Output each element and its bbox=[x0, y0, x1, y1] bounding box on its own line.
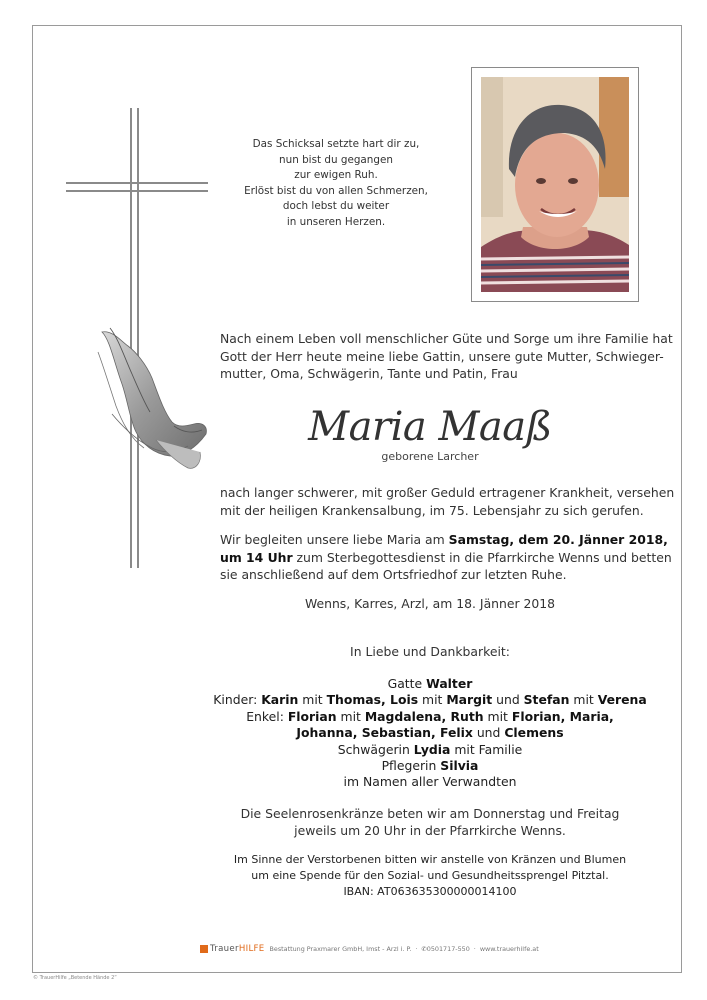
family-list bbox=[200, 676, 660, 791]
family-text: mit bbox=[569, 692, 598, 708]
family-text: mit bbox=[298, 692, 327, 708]
funeral-text bbox=[220, 531, 672, 584]
rosary-line: jeweils um 20 Uhr in der Pfarrkirche Wenns. bbox=[294, 823, 566, 838]
poem-line: in unseren Herzen. bbox=[286, 215, 386, 228]
family-text: und bbox=[472, 725, 505, 741]
donation-line: Im Sinne der Verstorbenen bitten wir anstelle von Kränzen und Blumen bbox=[233, 853, 627, 866]
family-line-verwandte: im Namen aller Verwandten bbox=[343, 774, 517, 790]
death-text bbox=[220, 484, 674, 519]
family-line-gatte: Gatte Walter bbox=[387, 676, 473, 691]
poem-line: Das Schicksal setzte hart dir zu, bbox=[252, 138, 420, 150]
funeral-date: Samstag, dem 20. Jänner 2018, bbox=[448, 532, 668, 547]
logo-mark-icon bbox=[200, 945, 208, 953]
death-line: mit der heiligen Krankensalbung, im 75. Lebensjahr zu sich gerufen. bbox=[220, 502, 644, 518]
intro-text bbox=[220, 330, 673, 383]
funeral-text-part: sie anschließend auf dem Ortsfriedhof zur letzten Ruhe. bbox=[220, 567, 567, 583]
poem-line: Erlöst bist du von allen Schmerzen, bbox=[244, 184, 428, 197]
family-line-enkel: Enkel: Florian mit Magdalena, Ruth mit Florian, Maria, bbox=[246, 708, 614, 724]
family-member-name: Karin bbox=[261, 692, 299, 708]
family-line-pflegerin: Pflegerin Silvia bbox=[381, 758, 479, 774]
family-text: mit bbox=[483, 708, 512, 724]
iban: IBAN: AT063635300000014100 bbox=[343, 885, 517, 898]
poem bbox=[236, 137, 436, 231]
footer: TrauerHILFE Bestattung Praxmarer GmbH, Imst - Arzl i. P. · ✆ 0501717-550 · www.trauerhilfe.at bbox=[200, 944, 539, 954]
funeral-time: um 14 Uhr bbox=[220, 549, 293, 565]
rosary-text bbox=[200, 805, 660, 839]
family-member-name: Johanna, Sebastian, Felix bbox=[296, 725, 473, 741]
intro-line: Gott der Herr heute meine liebe Gattin, unsere gute Mutter, Schwieger- bbox=[220, 348, 664, 364]
family-member-name: Margit bbox=[446, 692, 493, 708]
funeral-text-part: zum Sterbegottesdienst in die Pfarrkirche Wenns und betten bbox=[292, 549, 672, 565]
family-text: und bbox=[492, 692, 524, 708]
family-member-name: Stefan bbox=[523, 692, 570, 708]
family-line-enkel-2 bbox=[200, 725, 660, 741]
praying-hands-icon bbox=[92, 322, 212, 472]
family-member-name: Florian, Maria, bbox=[511, 708, 614, 724]
donation-text bbox=[200, 852, 660, 900]
phone-icon: ✆ bbox=[421, 945, 427, 953]
portrait-photo bbox=[481, 77, 629, 292]
poem-line: zur ewigen Ruh. bbox=[294, 169, 378, 182]
poem-line: doch lebst du weiter bbox=[282, 200, 390, 213]
copyright: © TrauerHilfe „Betende Hände 2“ bbox=[33, 975, 117, 981]
family-member-name: Magdalena, Ruth bbox=[364, 708, 484, 724]
death-line: nach langer schwerer, mit großer Geduld ertragener Krankheit, versehen bbox=[220, 485, 675, 500]
family-text: mit bbox=[418, 692, 447, 708]
trauerhilfe-logo: TrauerHILFE bbox=[200, 944, 265, 954]
family-member-name: Thomas, Lois bbox=[326, 692, 419, 708]
funeral-text-part: Wir begleiten unsere liebe Maria am bbox=[220, 532, 449, 547]
place-date: Wenns, Karres, Arzl, am 18. Jänner 2018 bbox=[304, 596, 556, 611]
gratitude-heading: In Liebe und Dankbarkeit: bbox=[350, 644, 510, 659]
phone-number: 0501717-550 bbox=[426, 945, 470, 953]
rosary-line: Die Seelenrosenkränze beten wir am Donnerstag und Freitag bbox=[240, 806, 620, 821]
poem-line: nun bist du gegangen bbox=[279, 153, 393, 166]
donation-line: um eine Spende für den Sozial- und Gesundheitssprengel Pitztal. bbox=[251, 869, 609, 882]
family-line-kinder: Kinder: Karin mit Thomas, Lois mit Margit und Stefan mit Verena bbox=[213, 692, 647, 708]
company-name: Bestattung Praxmarer GmbH, Imst - Arzl i. P. bbox=[269, 945, 412, 953]
website-link[interactable]: www.trauerhilfe.at bbox=[479, 945, 539, 953]
family-member-name: Clemens bbox=[504, 725, 564, 741]
family-member-name: Florian bbox=[287, 708, 337, 724]
family-text: mit bbox=[336, 708, 365, 724]
family-member-name: Verena bbox=[597, 692, 647, 708]
family-line-schwaegerin: Schwägerin Lydia mit Familie bbox=[337, 741, 523, 757]
birth-name: geborene Larcher bbox=[381, 450, 479, 463]
deceased-name: Maria Maaß bbox=[308, 404, 552, 450]
intro-line: mutter, Oma, Schwägerin, Tante und Patin, Frau bbox=[220, 366, 518, 382]
intro-line: Nach einem Leben voll menschlicher Güte und Sorge um ihre Familie hat bbox=[220, 331, 673, 346]
